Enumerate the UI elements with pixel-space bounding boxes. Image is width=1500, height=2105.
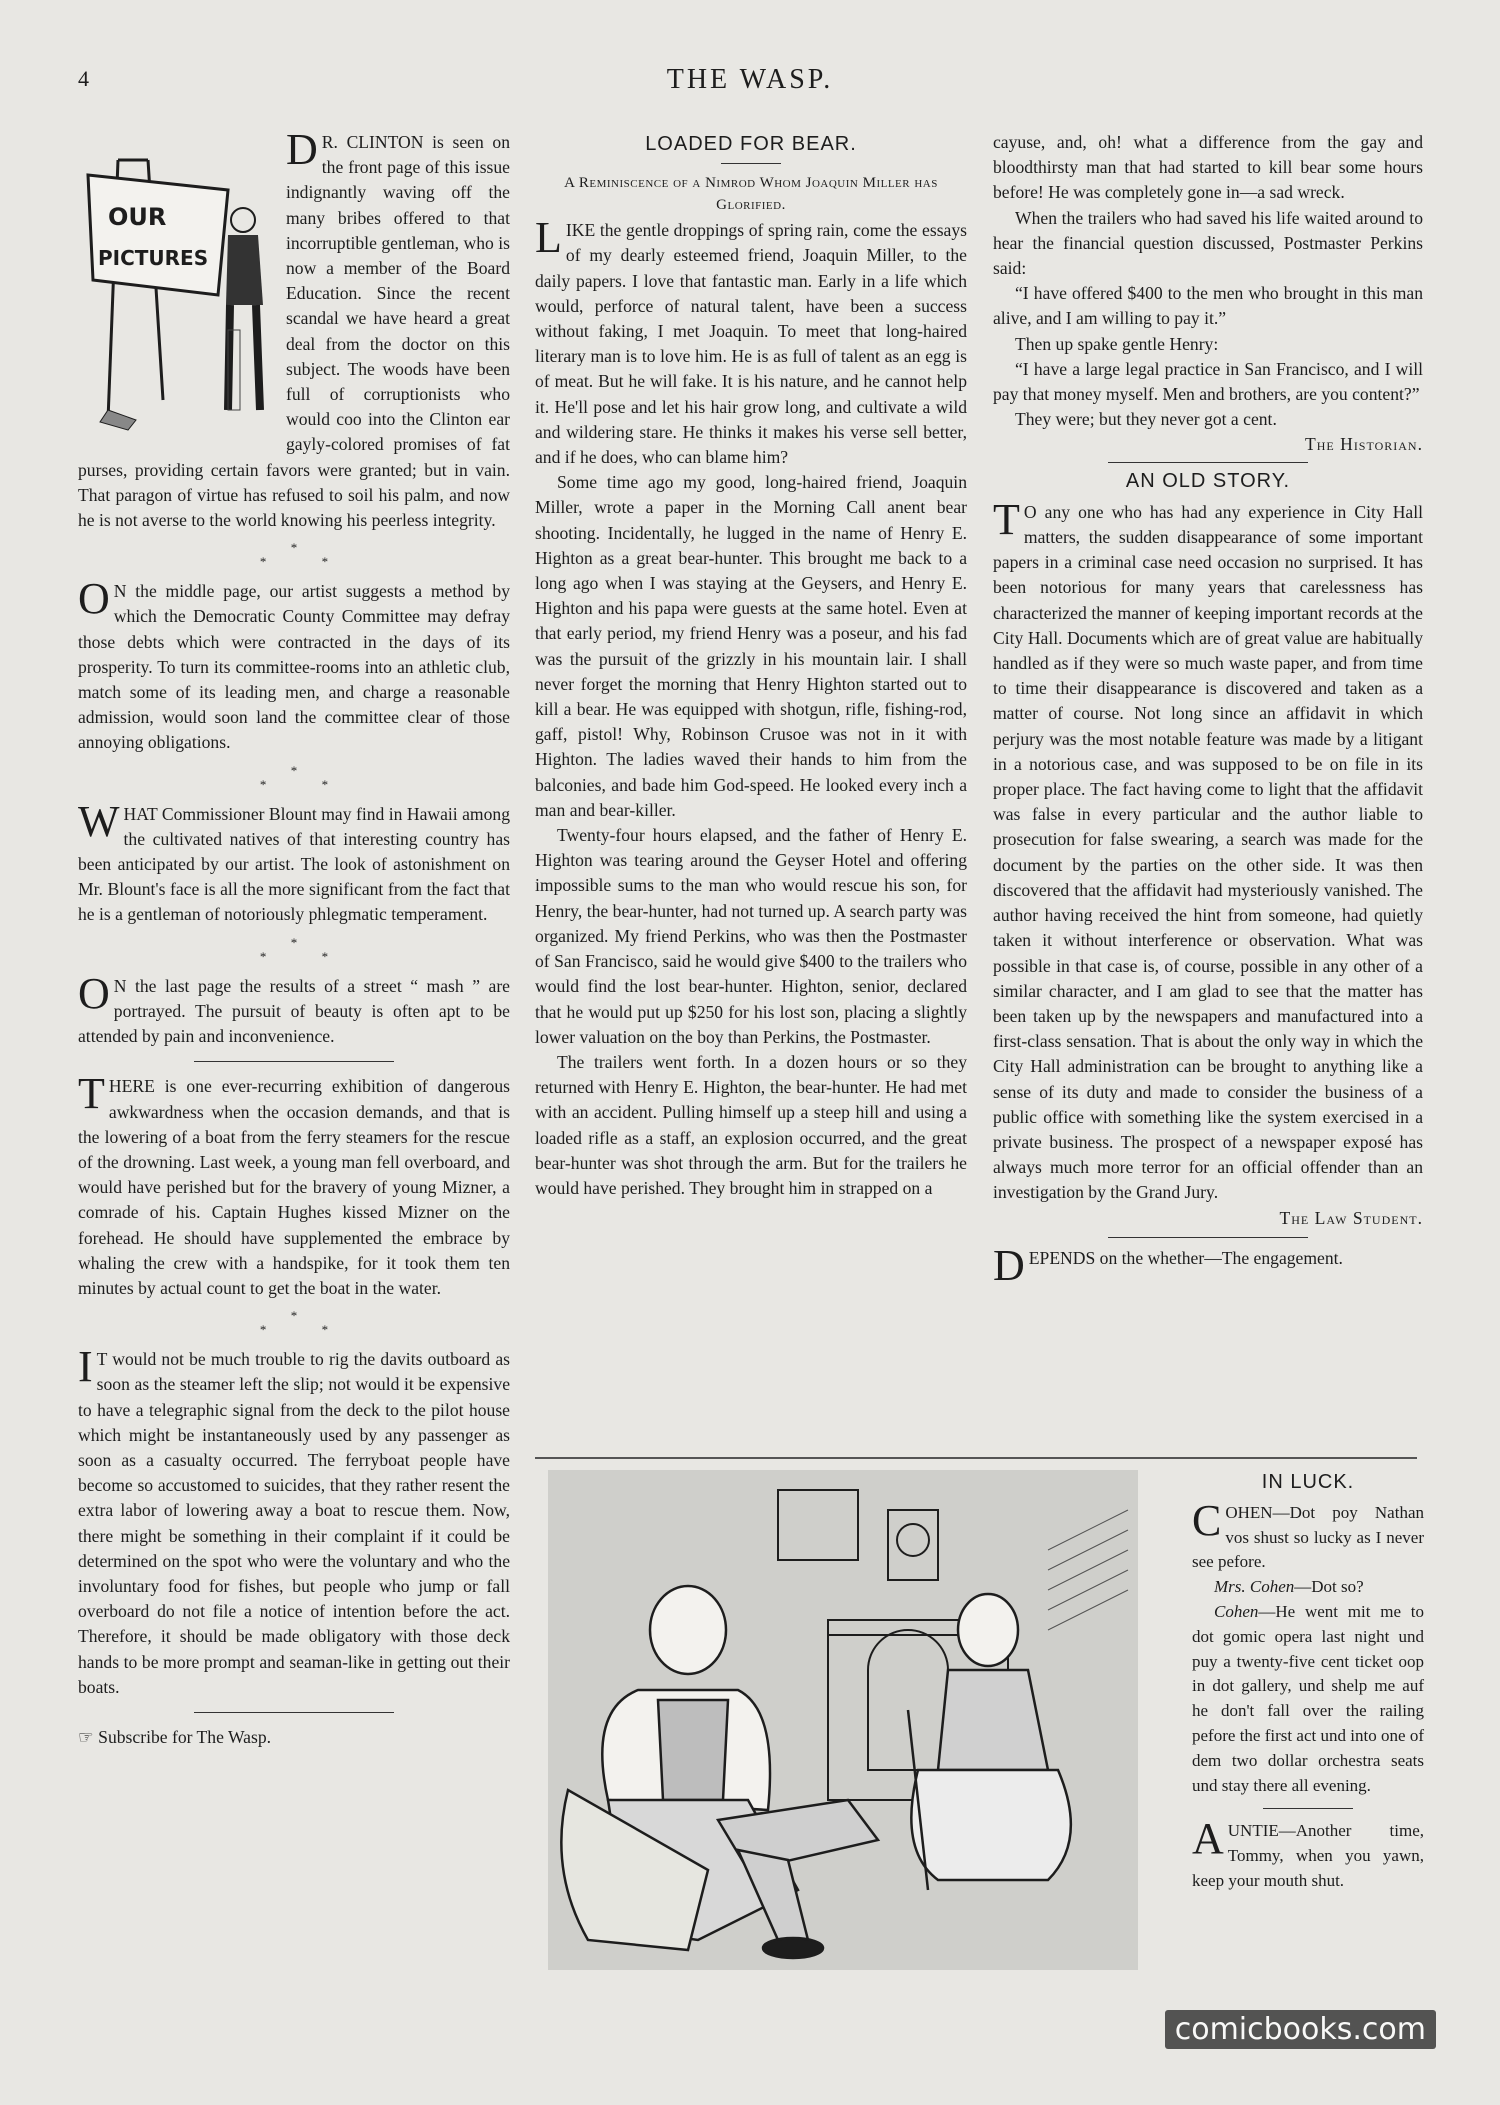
article-paragraph: Twenty-four hours elapsed, and the father of Henry E. Highton was tearing around the Geyser Hotel and offering impossible sums to the man who would rescue his son, for Henry, the bear-hunter, had not turned up. A search party was organized. My friend Perkins, who was then the Postmaster of San Francisco, said he would give $400 to the trailers who would find the lost bear-hunter. Highton, senior, declared that he would put up $250 for his lost son, placing a slightly lower valuation on the boy than Perkins, the Postmaster. bbox=[535, 825, 967, 1047]
drop-cap: D bbox=[993, 1240, 1025, 1290]
our-pictures-illustration bbox=[78, 130, 278, 440]
drop-cap: I bbox=[78, 1342, 93, 1392]
easel-sign-illustration bbox=[78, 130, 278, 440]
divider bbox=[194, 1061, 394, 1062]
davits-paragraph: T would not be much trouble to rig the davits outboard as soon as the steamer left the slip; not would it be expensive to have a telegraphic signal from the deck to the pilot house which might be instantaneously used by any passenger as soon as a casualty occurred. The ferryboat people have become so accustomed to suicides, that they rather resent the extra labor of lowering away a boat to rescue them. Now, there might be something in their complaint if it could be determined on the spot who were the voluntary and who the involuntary food for fishes, but people who jump or fall overboard do not file a notice of intention before the act. Therefore, it should be made obligatory with those deck hands to be more prompt and seaman-like in getting out their boats. bbox=[78, 1349, 510, 1697]
article-paragraph: They were; but they never got a cent. bbox=[1015, 409, 1277, 430]
drop-cap: C bbox=[1192, 1495, 1222, 1545]
svg-text:OUR: OUR bbox=[108, 203, 167, 231]
divider bbox=[1108, 462, 1308, 463]
watermark-text: comicbooks.com bbox=[1165, 2010, 1436, 2049]
divider bbox=[1108, 1237, 1308, 1238]
divider bbox=[721, 163, 781, 164]
drop-cap: T bbox=[993, 494, 1020, 544]
column-1 bbox=[78, 125, 510, 1750]
article-title: AN OLD STORY. bbox=[1125, 469, 1291, 492]
article-paragraph: IKE the gentle droppings of spring rain, come the essays of my dearly esteemed friend, Joaquin Miller, to the daily papers. I love that fantastic man. Early in a life which would, perforce of natural talent, have been a success without faking, I met Joaquin. To meet that long-haired literary man is to love him. He is as full of talent as an egg is of meat. But he will fake. It is his nature, and he cannot help it. He'll pose and let his hair grow long, and cultivate a wild and wildering stare. He thinks it makes his verse sell better, and if he does, who can blame him? bbox=[535, 220, 967, 468]
article-paragraph: O any one who has had any experience in City Hall matters, the sudden disappearance of some important papers in a criminal case need occasion no surprised. It has been notorious for many years that carelessness has characterized the manner of keeping important records at the City Hall. Documents which are of great value are habitually handled as if they were so much waste paper, and from time to time their disappearance is discovered and taken as a matter of course. Not long since an affidavit in which perjury was the most notable feature was made by a litigant in a notorious case, and was supposed to be on file in its proper place. The fact having come to light that the affidavit was false in every particular and the author liable to prosecution for false swearing, a search was made for the document by the parties on the other side. It was then discovered that the affidavit had mysteriously vanished. The author having received the hint from someone, had quietly taken it without interference or observation. What was possible in that case is, of course, possible in any other of a similar character, and I am glad to see that the matter has been taken up by the newspapers and manufactured into a first-class sensation. That is about the only way in which the City Hall administration can be brought to anything like a sense of its duty and made to consider the business of a public office with something like the system exercised in a private business. The prospect of a newspaper exposé has always much more terror for an official offender than an investigation by the Grand Jury. bbox=[993, 501, 1423, 1203]
article-title: IN LUCK. bbox=[1261, 1471, 1355, 1493]
drop-cap: O bbox=[78, 574, 110, 624]
article-paragraph: “I have a large legal practice in San Francisco, and I will pay that money myself. Men and brothers, are you content?” bbox=[993, 358, 1423, 405]
article-paragraph: The trailers went forth. In a dozen hours or so they returned with Henry E. Highton, the bear-hunter. He had met with an accident. Pulling himself up a steep hill and using a loaded rifle as a staff, an explosion occurred, and the great bear-hunter was shot through the arm. But for the trailers he would have perished. They brought him in strapped on a bbox=[535, 1051, 967, 1198]
drop-cap: A bbox=[1192, 1814, 1224, 1864]
divider bbox=[194, 1712, 394, 1713]
column-4 bbox=[1192, 1470, 1424, 1894]
clinton-paragraph: R. CLINTON is seen on the front page of this issue indignantly waving off the many bribes offered to that incorruptible gentleman, who is now a member of the Board Education. Since the recent scandal we have heard a great deal from the doctor on this subject. The woods have been full of corruptionists who would coo into the Clinton ear gayly-colored promises of fat purses, providing certain favors were granted; but in vain. That paragon of virtue has refused to soil his palm, and now he is not averse to the world knowing his peerless integrity. bbox=[78, 132, 510, 531]
signature: The Law Student. bbox=[1279, 1207, 1423, 1228]
signature: The Historian. bbox=[1304, 434, 1423, 455]
couple-cartoon bbox=[548, 1470, 1138, 1970]
article-paragraph: “I have offered $400 to the men who brought in this man alive, and I am willing to pay it.” bbox=[993, 283, 1423, 329]
subscribe-notice: Subscribe for The Wasp. bbox=[98, 1726, 272, 1747]
article-title: LOADED FOR BEAR. bbox=[645, 133, 857, 155]
speaker-name: Cohen bbox=[1214, 1601, 1259, 1621]
drop-cap: W bbox=[78, 796, 120, 846]
dialogue-line: OHEN—Dot poy Nathan vos shust so lucky as I never see pefore. bbox=[1192, 1502, 1424, 1572]
divider bbox=[1263, 1808, 1353, 1809]
dialogue-line: —He went mit me to dot gomic opera last night und puy a twenty-five cent ticket oop in dot gallery, und shelp me auf he don't fall over the railing pefore the first act und into one of dem two dollar orchestra seats und stay there all evening. bbox=[1192, 1601, 1424, 1795]
middle-page-paragraph: N the middle page, our artist suggests a method by which the Democratic County Committee may defray those debts which were contracted in the days of its prosperity. To turn its committee-rooms into an athletic club, match some of its leading men, and charge a reasonable admission, would soon land the committee clear of those annoying obligations. bbox=[78, 581, 510, 753]
article-paragraph: cayuse, and, oh! what a difference from the gay and bloodthirsty man that had started to kill bear some hours before! He was completely gone in—a sad wreck. bbox=[993, 132, 1423, 203]
column-3 bbox=[993, 130, 1423, 1290]
short-item: EPENDS on the whether—The engagement. bbox=[1028, 1247, 1343, 1268]
speaker-name: Mrs. Cohen bbox=[1214, 1577, 1295, 1597]
asterism: * * * bbox=[259, 934, 355, 964]
asterism: * * * bbox=[259, 762, 355, 792]
cartoon-illustration bbox=[548, 1470, 1138, 1970]
article-subtitle: A Reminiscence of a Nimrod Whom Joaquin Miller has Glorified. bbox=[564, 175, 938, 214]
drop-cap: T bbox=[78, 1069, 105, 1119]
section-rule bbox=[535, 1457, 1417, 1459]
short-item: UNTIE—Another time, Tommy, when you yawn, keep your mouth shut. bbox=[1192, 1821, 1424, 1890]
article-paragraph: When the trailers who had saved his life waited around to hear the financial question discussed, Postmaster Perkins said: bbox=[993, 207, 1423, 279]
asterism: * * * bbox=[259, 1308, 355, 1338]
pointing-hand-icon: ☞ bbox=[78, 1726, 99, 1747]
masthead: THE WASP. bbox=[666, 64, 834, 95]
dialogue-line: —Dot so? bbox=[1294, 1577, 1364, 1597]
drop-cap: L bbox=[535, 213, 562, 263]
asterism: * * * bbox=[259, 540, 355, 570]
blount-paragraph: HAT Commissioner Blount may find in Hawaii among the cultivated natives of that interesting country has been anticipated by our artist. The look of astonishment on Mr. Blount's face is all the more significant from the fact that he is a gentleman of notoriously phlegmatic temperament. bbox=[78, 803, 510, 925]
article-paragraph: Then up spake gentle Henry: bbox=[1015, 333, 1219, 354]
last-page-paragraph: N the last page the results of a street “ mash ” are portrayed. The pursuit of beauty is often apt to be attended by pain and inconvenience. bbox=[78, 975, 510, 1047]
drop-cap: D bbox=[286, 125, 318, 174]
page-number: 4 bbox=[78, 66, 89, 91]
drop-cap: O bbox=[78, 968, 110, 1018]
column-2 bbox=[535, 132, 967, 1201]
svg-text:PICTURES: PICTURES bbox=[98, 246, 209, 270]
ferry-paragraph: HERE is one ever-recurring exhibition of dangerous awkwardness when the occasion demands, and that is the lowering of a boat from the ferry steamers for the rescue of the drowning. Last week, a young man fell overboard, and would have perished but for the bravery of young Mizner, a comrade of his. Captain Hughes kissed Mizner on the forehead. He should have supplemented the embrace by whaling the crew with a handspike, for it took them ten minutes by actual count to get the boat in the water. bbox=[78, 1076, 510, 1298]
article-paragraph: Some time ago my good, long-haired friend, Joaquin Miller, wrote a paper in the Morning Call anent bear shooting. Incidentally, he lugged in the name of Henry E. Highton as a great bear-hunter. This brought me back to a long ago when I was staying at the Geysers, and Henry E. Highton and his papa were guests at the same hotel. Even at that early period, my friend Henry was a poseur, and his fad was the pursuit of the grizzly in his mountain lair. I shall never forget the morning that Henry Highton started out to kill a bear. He was equipped with shotgun, rifle, fishing-rod, gaff, pistol! Why, Robinson Crusoe was not in it with Highton. The ladies waved their hands to him from the balconies, and bade him God-speed. He looked every inch a man and bear-killer. bbox=[535, 472, 967, 820]
